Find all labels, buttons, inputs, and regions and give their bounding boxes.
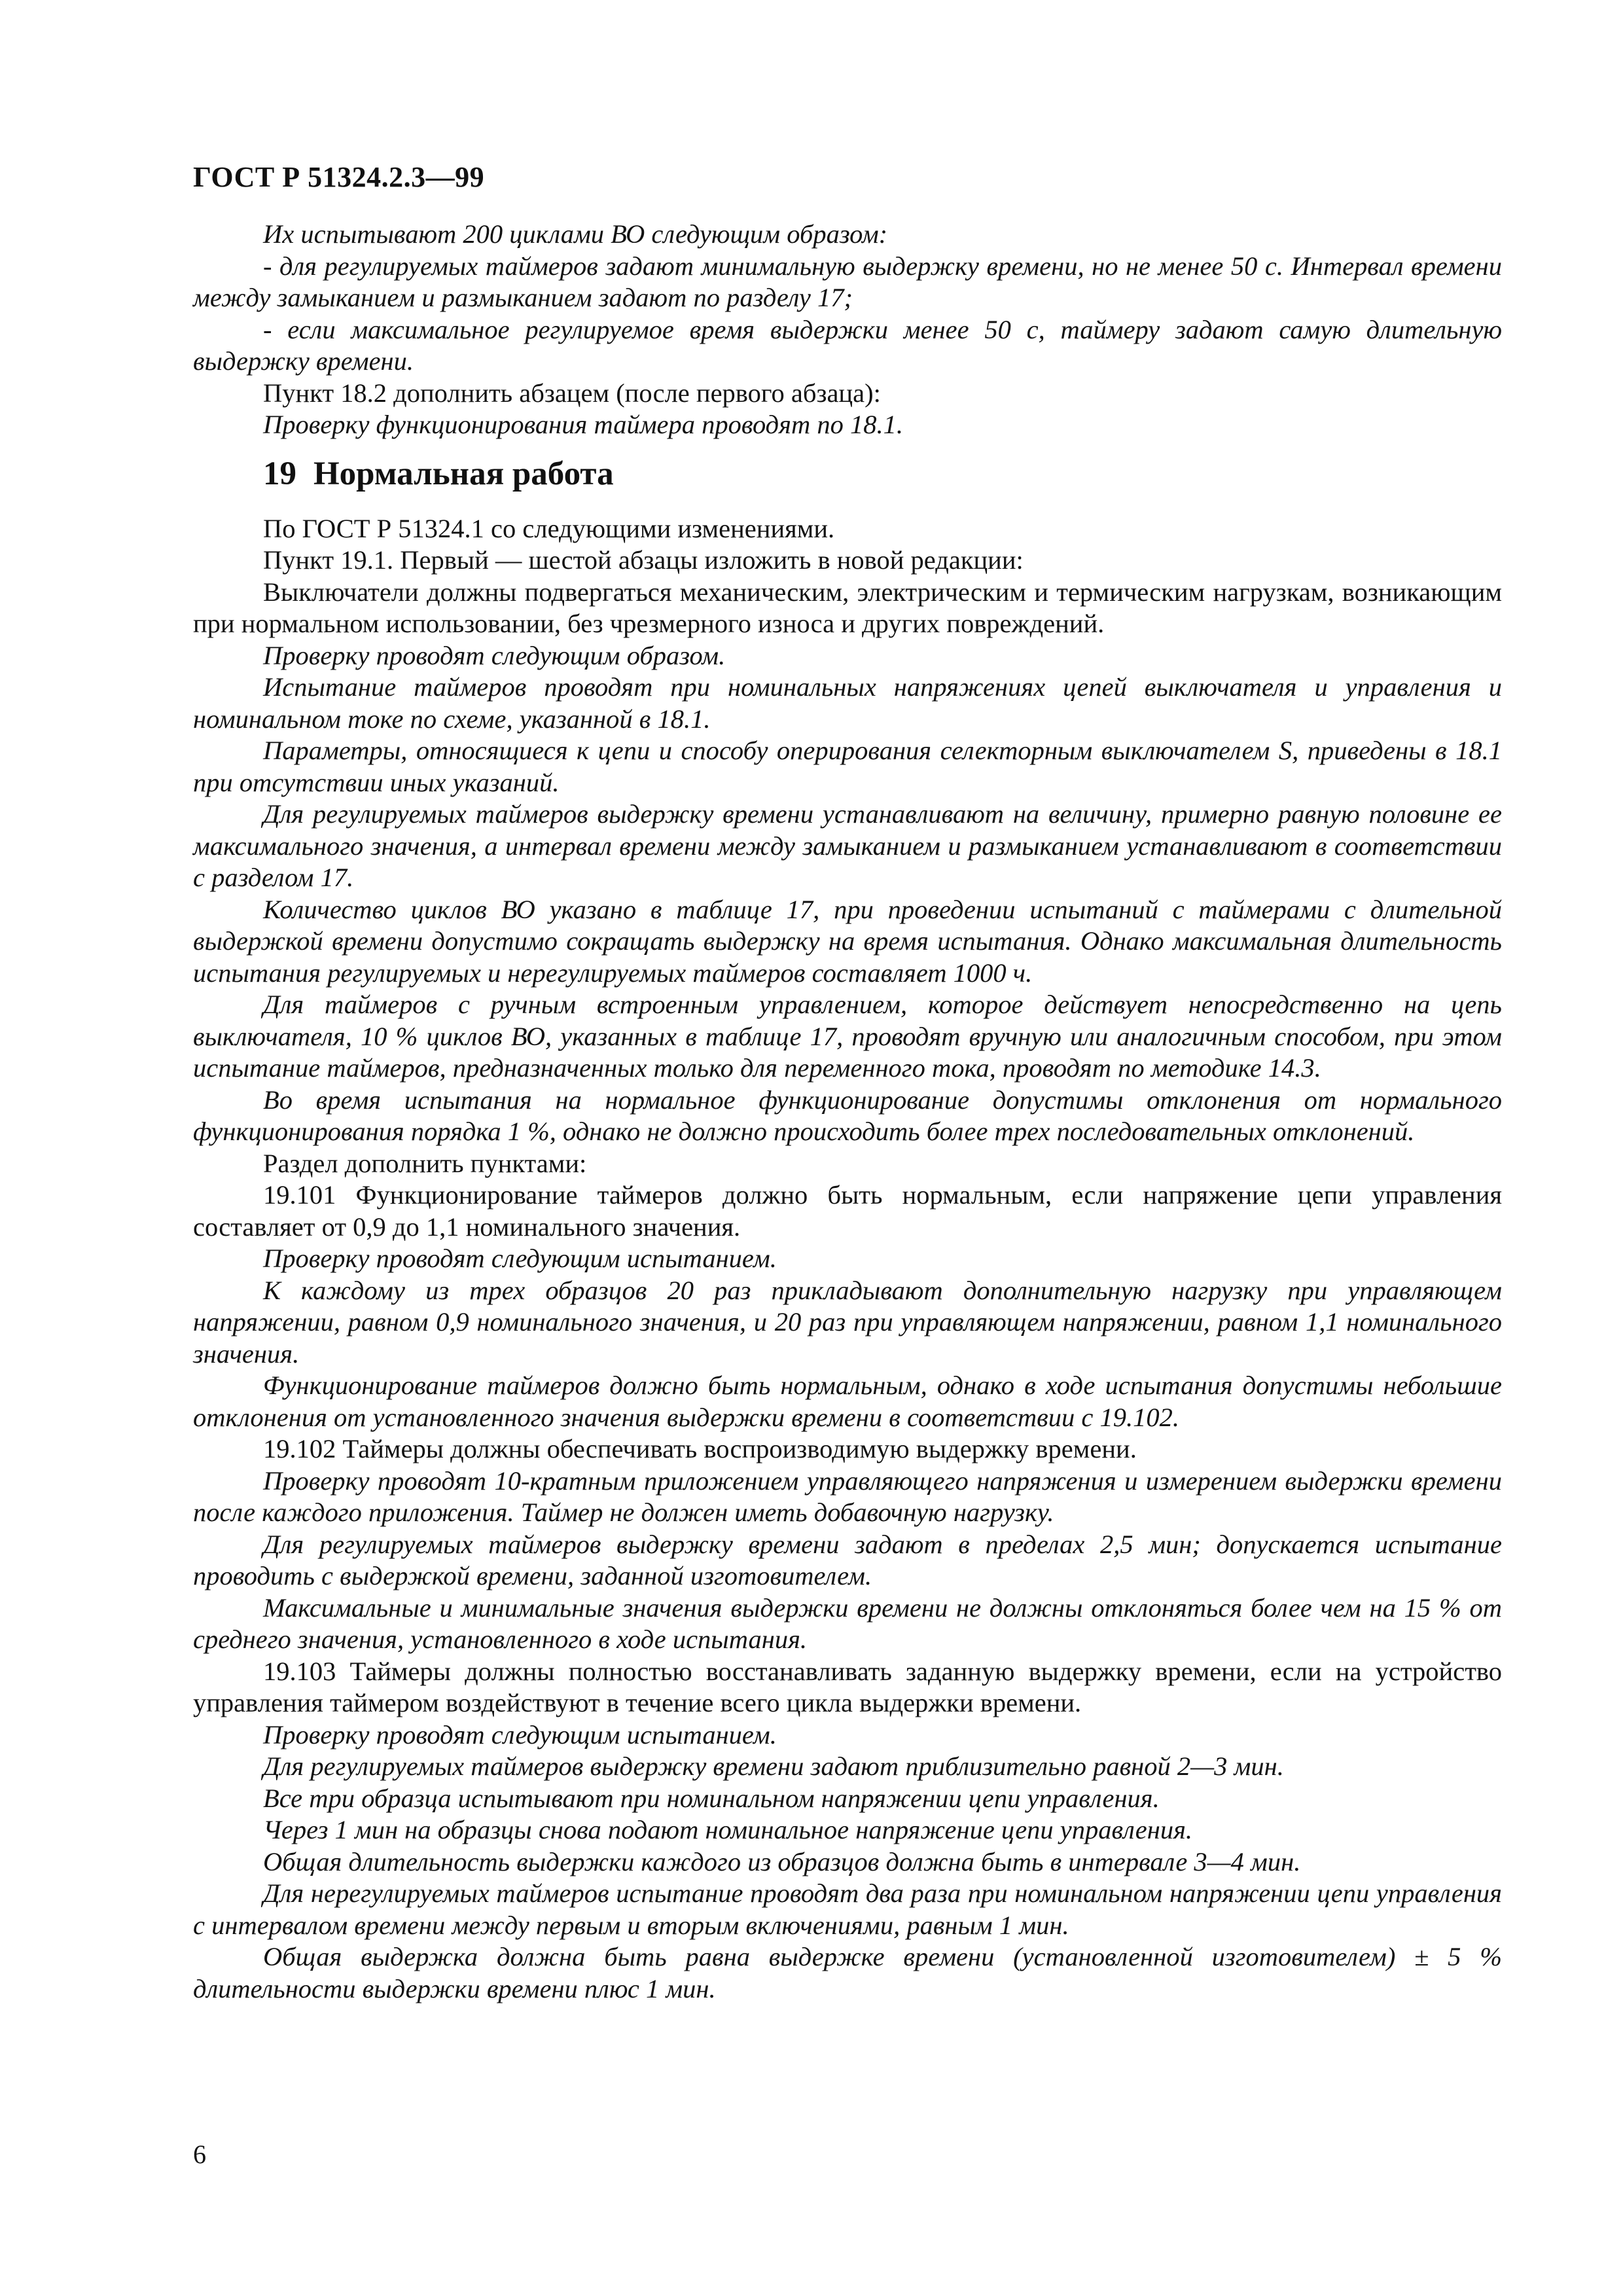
paragraph: Во время испытания на нормальное функционирование допустимы отклонения от нормального функционирования порядка 1 %, однако не должно происходить более трех последовательных отклонений. [193,1085,1502,1146]
paragraph: Параметры, относящиеся к цепи и способу оперирования селекторным выключателем S, приведены в 18.1 при отсутствии иных указаний. [193,736,1502,797]
page-number: 6 [193,2140,206,2169]
paragraph: Для регулируемых таймеров выдержку времени устанавливают на величину, примерно равную половине ее максимального значения, а интервал времени между замыканием и размыканием устанавливают в соответствии с разделом 17. [193,799,1502,892]
paragraph: Через 1 мин на образцы снова подают номинальное напряжение цепи управления. [263,1815,1193,1844]
paragraphs-after-section [193,513,1502,2005]
paragraph: Количество циклов ВО указано в таблице 17, при проведении испытаний с таймерами с длительной выдержкой времени допустимо сокращать выдержку на время испытания. Однако максимальная длительность испытания регулируемых и нерегулируемых таймеров составляет 1000 ч. [193,894,1502,988]
paragraph: Для таймеров с ручным встроенным управлением, которое действует непосредственно на цепь выключателя, 10 % циклов ВО, указанных в таблице 17, проводят вручную или аналогичным способом, при этом испытание таймеров, предназначенных только для переменного тока, проводят по методике 14.3. [193,990,1502,1083]
paragraph: 19.102 Таймеры должны обеспечивать воспроизводимую выдержку времени. [263,1434,1137,1463]
paragraph: Для регулируемых таймеров выдержку времени задают приблизительно равной 2—3 мин. [263,1751,1284,1781]
paragraph: Пункт 19.1. Первый — шестой абзацы изложить в новой редакции: [263,545,1024,575]
paragraphs-before-section [193,219,1502,441]
paragraph: Проверку функционирования таймера проводят по 18.1. [263,410,903,439]
paragraph: По ГОСТ Р 51324.1 со следующими изменениями. [263,513,835,543]
body-text [193,219,1502,2005]
document-header: ГОСТ Р 51324.2.3—99 [193,161,485,193]
paragraph: Для регулируемых таймеров выдержку времени задают в пределах 2,5 мин; допускается испытание проводить с выдержкой времени, заданной изготовителем. [193,1529,1502,1590]
paragraph: Общая длительность выдержки каждого из образцов должна быть в интервале 3—4 мин. [263,1846,1301,1876]
paragraph: Проверку проводят следующим образом. [263,640,726,670]
paragraph: 19.103 Таймеры должны полностью восстанавливать заданную выдержку времени, если на устройство управления таймером воздействуют в течение всего цикла выдержки времени. [193,1656,1502,1717]
paragraph: Их испытывают 200 циклами ВО следующим образом: [263,219,888,249]
paragraph: - для регулируемых таймеров задают минимальную выдержку времени, но не менее 50 с. Интервал времени между замыканием и размыканием задают по разделу 17; [193,251,1502,312]
paragraph: 19.101 Функционирование таймеров должно быть нормальным, если напряжение цепи управления составляет от 0,9 до 1,1 номинального значения. [193,1180,1502,1242]
paragraph: Проверку проводят 10-кратным приложением управляющего напряжения и измерением выдержки времени после каждого приложения. Таймер не должен иметь добавочную нагрузку. [193,1465,1502,1527]
paragraph: Выключатели должны подвергаться механическим, электрическим и термическим нагрузкам, возникающим при нормальном использовании, без чрезмерного износа и других повреждений. [193,577,1502,638]
paragraph: Проверку проводят следующим испытанием. [263,1719,777,1749]
paragraph: Проверку проводят следующим испытанием. [263,1244,777,1273]
paragraph: Максимальные и минимальные значения выдержки времени не должны отклоняться более чем на 15 % от среднего значения, установленного в ходе испытания. [193,1592,1502,1654]
paragraph: Все три образца испытывают при номинальном напряжении цепи управления. [263,1783,1160,1813]
section-title: Нормальная работа [313,455,614,492]
paragraph: Пункт 18.2 дополнить абзацем (после первого абзаца): [263,378,881,408]
paragraph: К каждому из трех образцов 20 раз прикладывают дополнительную нагрузку при управляющем напряжении, равном 0,9 номинального значения, и 20 раз при управляющем напряжении, равном 1,1 номинального значения. [193,1275,1502,1369]
paragraph: Функционирование таймеров должно быть нормальным, однако в ходе испытания допустимы небольшие отклонения от установленного значения выдержки времени в соответствии с 19.102. [193,1371,1502,1432]
paragraph: Для нерегулируемых таймеров испытание проводят два раза при номинальном напряжении цепи управления с интервалом времени между первым и вторым включениями, равным 1 мин. [193,1878,1502,1940]
paragraph: Испытание таймеров проводят при номинальных напряжениях цепей выключателя и управления и номинальном токе по схеме, указанной в 18.1. [193,672,1502,734]
paragraph: Общая выдержка должна быть равна выдержке времени (установленной изготовителем) ± 5 % длительности выдержки времени плюс 1 мин. [193,1942,1502,2003]
paragraph: Раздел дополнить пунктами: [263,1148,587,1178]
section-heading [193,453,1502,495]
section-number: 19 [263,455,296,492]
paragraph: - если максимальное регулируемое время выдержки менее 50 с, таймеру задают самую длительную выдержку времени. [193,314,1502,376]
